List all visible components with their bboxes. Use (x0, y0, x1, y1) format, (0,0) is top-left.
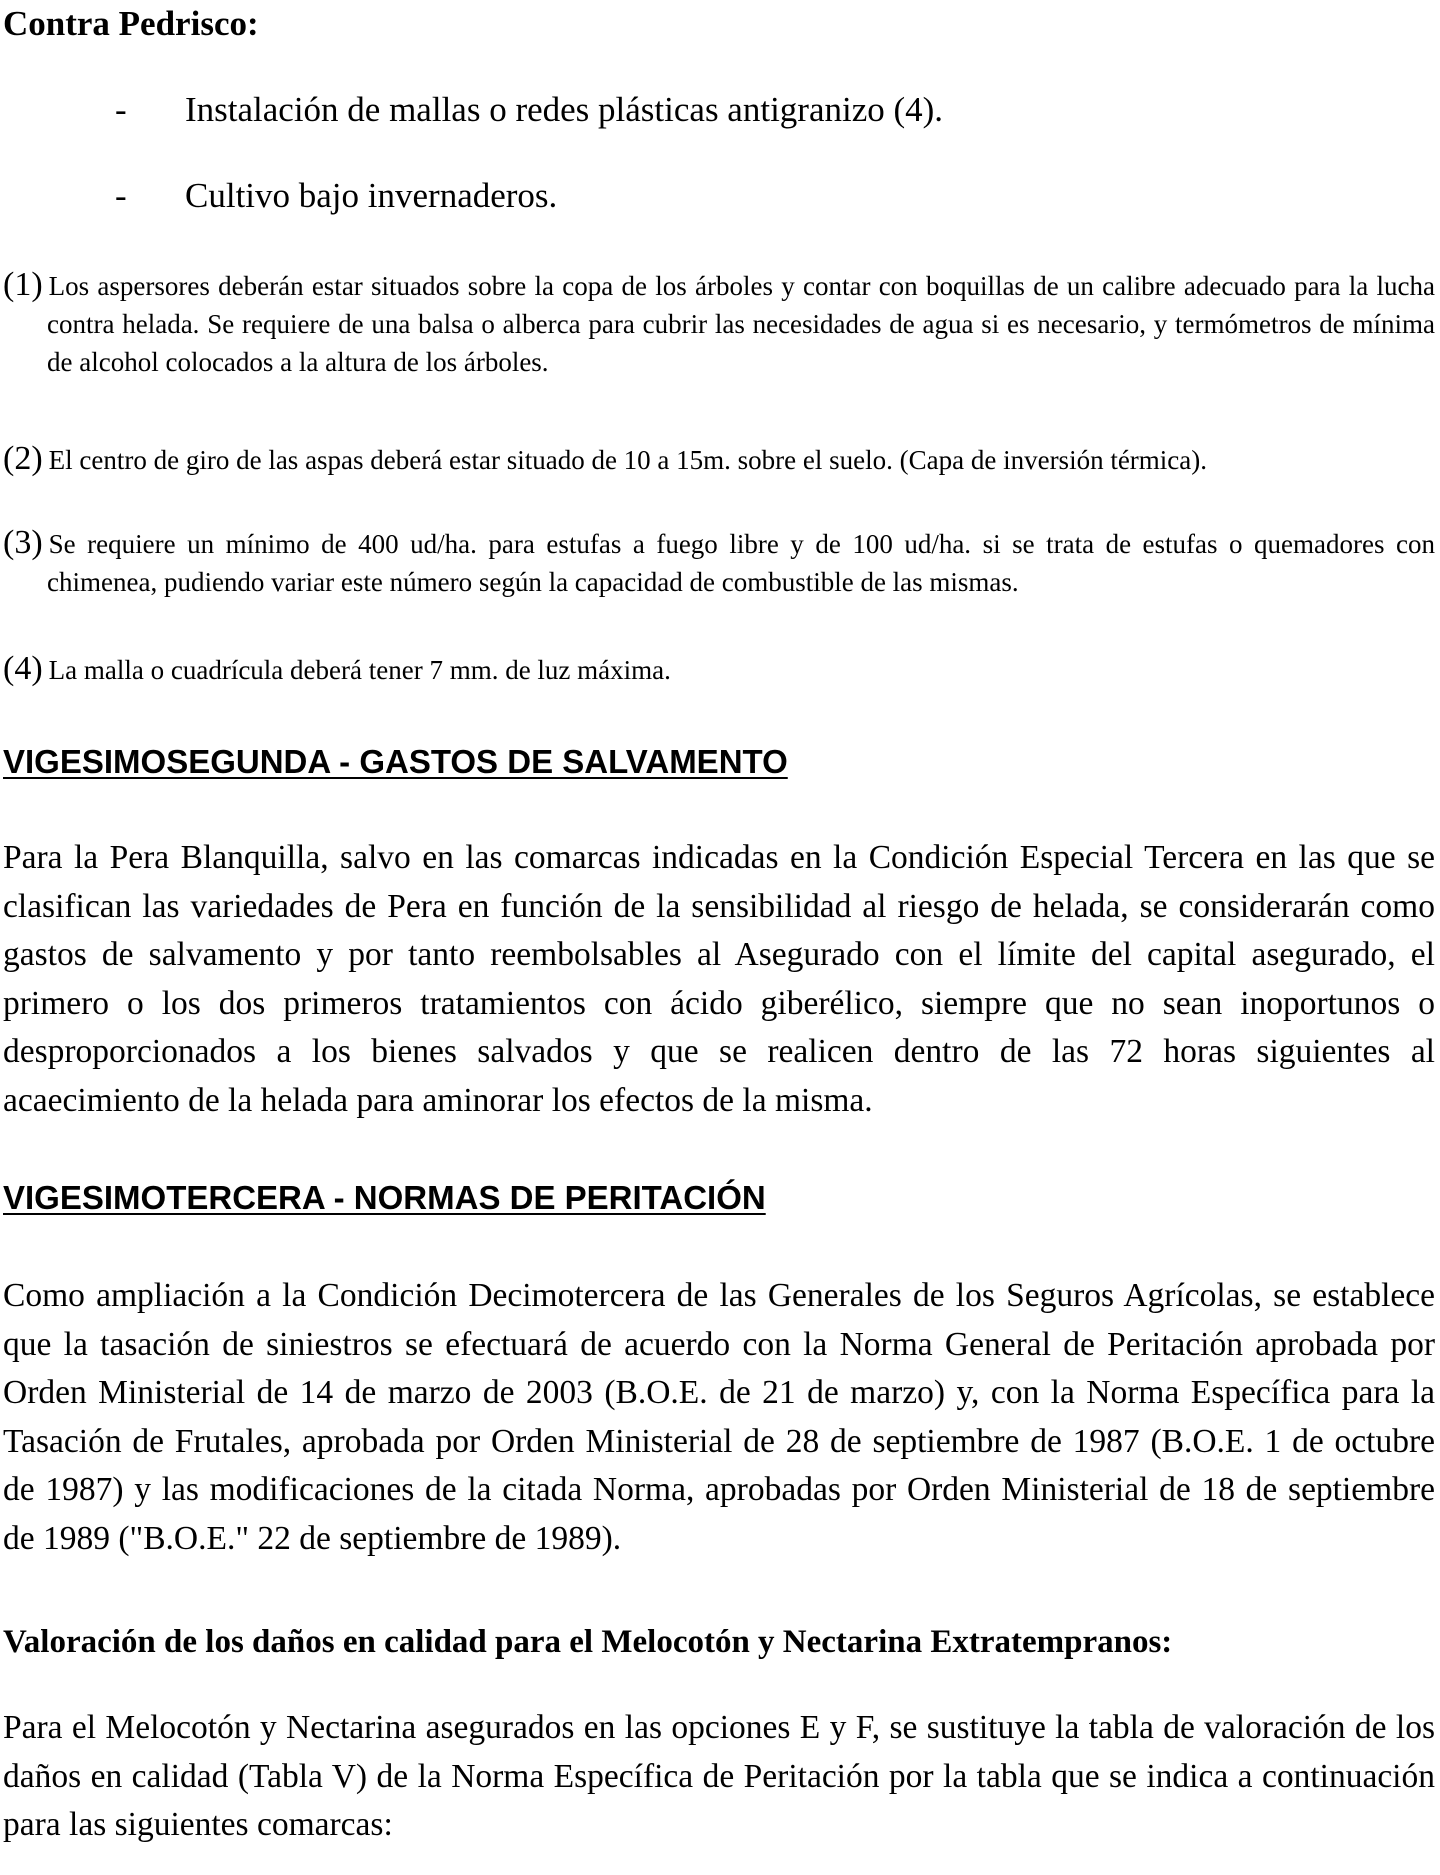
footnote-number: (2) (3, 440, 43, 477)
bullet-item (115, 174, 557, 218)
bullet-text: Instalación de mallas o redes plásticas antigranizo (4). (185, 90, 944, 129)
bullet-dash: - (115, 176, 127, 215)
heading-contra-pedrisco: Contra Pedrisco: (3, 4, 259, 43)
paragraph-normas-peritacion: Como ampliación a la Condición Decimotercera de las Generales de los Seguros Agrícolas, se establece que la tasación de siniestros se efectuará de acuerdo con la Norma General de Peritación aprobada por Orden Ministerial de 14 de marzo de 2003 (B.O.E. de 21 de marzo) y, con la Norma Específica para la Tasación de Frutales, aprobada por Orden Ministerial de 28 de septiembre de 1987 (B.O.E. 1 de octubre de 1987) y las modificaciones de la citada Norma, aprobadas por Orden Ministerial de 18 de septiembre de 1989 ("B.O.E." 22 de septiembre de 1989). (3, 1277, 1435, 1557)
footnote-2 (3, 440, 1435, 479)
footnote-text: El centro de giro de las aspas deberá estar situado de 10 a 15m. sobre el suelo. (Capa de inversión térmica). (48, 445, 1208, 475)
footnote-3 (3, 524, 1435, 601)
footnote-1 (3, 266, 1435, 381)
paragraph-valoracion: Para el Melocotón y Nectarina asegurados en las opciones E y F, se sustituye la tabla de valoración de los daños en calidad (Tabla V) de la Norma Específica de Peritación por la tabla que se indica a continuación para las siguientes comarcas: (3, 1709, 1435, 1844)
footnote-number: (4) (3, 650, 43, 687)
footnote-4 (3, 650, 1435, 689)
footnote-number: (3) (3, 524, 43, 561)
footnote-text: Se requiere un mínimo de 400 ud/ha. para estufas a fuego libre y de 100 ud/ha. si se trata de estufas o quemadores con chimenea, pudiendo variar este número según la capacidad de combustible de las mismas. (47, 529, 1435, 597)
section-title-normas-peritacion: VIGESIMOTERCERA - NORMAS DE PERITACIÓN (3, 1179, 766, 1216)
footnote-text: Los aspersores deberán estar situados sobre la copa de los árboles y contar con boquillas de un calibre adecuado para la lucha contra helada. Se requiere de una balsa o alberca para cubrir las necesidades de agua si es necesario, y termómetros de mínima de alcohol colocados a la altura de los árboles. (47, 271, 1435, 377)
bullet-text: Cultivo bajo invernaderos. (185, 176, 558, 215)
bullet-item (115, 88, 943, 132)
section-title-gastos-salvamento: VIGESIMOSEGUNDA - GASTOS DE SALVAMENTO (3, 743, 788, 780)
footnote-text: La malla o cuadrícula deberá tener 7 mm. de luz máxima. (48, 655, 671, 685)
paragraph-gastos-salvamento: Para la Pera Blanquilla, salvo en las comarcas indicadas en la Condición Especial Tercera en las que se clasifican las variedades de Pera en función de la sensibilidad al riesgo de helada, se considerarán como gastos de salvamento y por tanto reembolsables al Asegurado con el límite del capital asegurado, el primero o los dos primeros tratamientos con ácido giberélico, siempre que no sean inoportunos o desproporcionados a los bienes salvados y que se realicen dentro de las 72 horas siguientes al acaecimiento de la helada para aminorar los efectos de la misma. (3, 839, 1435, 1119)
heading-valoracion: Valoración de los daños en calidad para el Melocotón y Nectarina Extratempranos: (3, 1624, 1173, 1660)
bullet-dash: - (115, 90, 127, 129)
footnote-number: (1) (3, 266, 43, 303)
